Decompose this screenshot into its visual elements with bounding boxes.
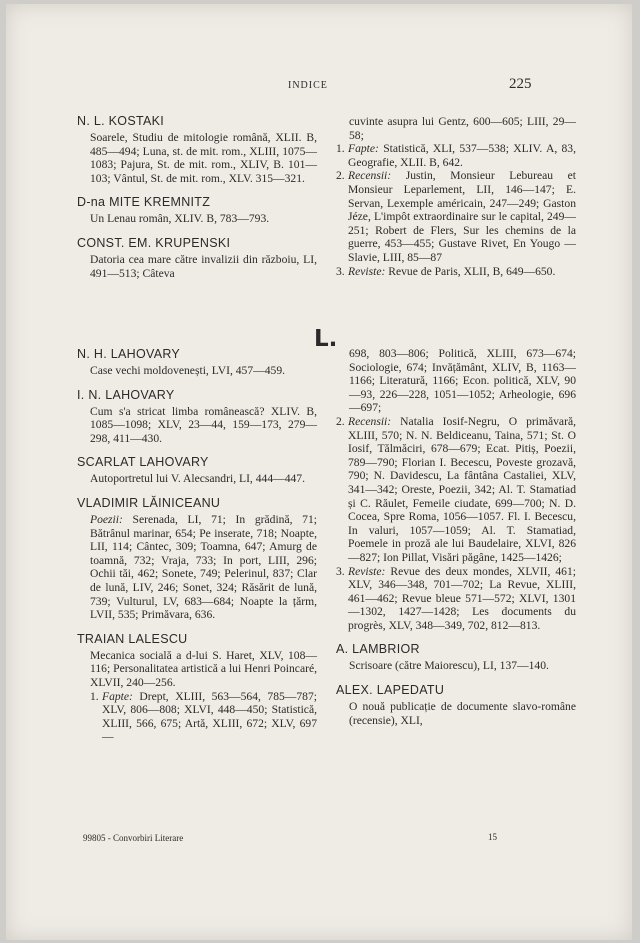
author-name: VLADIMIR LĂINICEANU <box>77 495 221 510</box>
index-entry <box>336 642 576 673</box>
author-name: N. L. KOSTAKI <box>77 114 165 128</box>
item-body: Serenada, LI, 71; In grădină, 71; Bătrânul marinar, 654; Pe inserate, 718; Noapte, LII, 114; Cântec, 309; Toamna, 647; Amurg de toamnă, 732; Vraja, 733; In port, LIII, 296; Ochii tăi, 462; Sonete, 749; Pelerinul, 837; Clar de lună, LIV, 246; Sonet, 324; Răsărit de lună, 739; Vulturul, LV, 683—684; Noapte la țărm, LVII, 535; Primăvara, 636. <box>90 512 317 622</box>
item-text <box>102 690 317 744</box>
index-entry <box>77 236 317 280</box>
continued-text: 698, 803—806; Politică, XLIII, 673—674; Sociologie, 674; Invățământ, XLIV, B, 1163—1166; Literatură, 1166; Econ. politică, XLV, 90—93, 226—228, 1051—1052; Arheologie, 696—697; <box>349 347 576 415</box>
item-label: Reviste: <box>348 264 386 278</box>
author-name: SCARLAT LAHOVARY <box>77 455 209 470</box>
index-entry <box>77 388 317 446</box>
entry-text: Datoria cea mare către invalizii din războiu, LI, 491—513; Câteva <box>90 252 317 280</box>
index-entry <box>77 347 317 378</box>
item-label: Recensii: <box>348 414 392 428</box>
continued-text: cuvinte asupra lui Gentz, 600—605; LIII, 29—58; <box>349 115 576 142</box>
index-entry <box>77 455 317 486</box>
left-column-lower <box>77 347 317 754</box>
footer-signature-number: 15 <box>488 832 497 842</box>
numbered-item <box>336 565 576 633</box>
index-entry <box>77 114 317 185</box>
entry-text: O nouă publicație de documente slavo-române (recensie), XLI, <box>349 700 576 727</box>
author-name: ALEX. LAPEDATU <box>336 683 445 698</box>
numbered-item <box>336 265 576 279</box>
item-text <box>348 415 576 565</box>
index-entry <box>77 195 317 226</box>
item-body: Drept, XLIII, 563—564, 785—787; XLV, 806—808; XLVI, 448—450; Statistică, XLIII, 566, 675; Artă, XLIII, 672; XLV, 697— <box>102 689 317 744</box>
item-body: Revue de Paris, XLII, B, 649—650. <box>388 264 556 278</box>
item-number: 2. <box>336 414 345 428</box>
author-name: N. H. LAHOVARY <box>77 347 181 361</box>
item-text <box>348 565 576 633</box>
author-name: CONST. EM. KRUPENSKI <box>77 235 231 250</box>
entry-text: Scrisoare (către Maiorescu), LI, 137—140. <box>349 659 549 673</box>
index-page <box>6 4 632 940</box>
left-column-upper <box>77 114 317 290</box>
item-text <box>348 142 576 169</box>
numbered-item <box>336 142 576 169</box>
item-number: 3. <box>336 264 345 278</box>
entry-text: Un Lenau român, XLIV. B, 783—793. <box>90 212 270 226</box>
item-body: Statistică, XLI, 537—538; XLIV. A, 83, Geografie, XLII. B, 642. <box>348 142 576 169</box>
item-label: Fapte: <box>102 689 133 703</box>
entry-text: Case vechi moldovenești, LVI, 457—459. <box>90 364 286 377</box>
item-label: Poezii: <box>90 512 123 526</box>
numbered-item <box>336 169 576 264</box>
index-entry <box>77 496 317 622</box>
numbered-item <box>336 415 576 565</box>
item-text <box>348 169 576 264</box>
footer-printer-mark: 99805 - Convorbiri Literare <box>83 833 184 843</box>
author-name: D-na MITE KREMNITZ <box>77 195 211 210</box>
item-number: 3. <box>336 564 345 578</box>
index-entry <box>77 632 317 744</box>
entry-text: Cum s'a stricat limba românească? XLIV. B, 1085—1098; XLV, 23—44, 159—173, 279—298, 411—430. <box>90 404 317 445</box>
right-column-upper <box>336 115 576 278</box>
item-number: 1. <box>336 142 345 156</box>
index-entry <box>336 683 576 727</box>
author-name: I. N. LAHOVARY <box>77 387 175 402</box>
item-text <box>348 265 576 279</box>
author-name: A. LAMBRIOR <box>336 642 420 657</box>
item-body: Revue des deux mondes, XLVII, 461; XLV, 346—348, 701—702; La Revue, XLIII, 461—462; Revue bleue 571—572; XLVI, 1301—1302, 1427—1428; Les documents du progrès, XLV, 348—349, 702, 812—813. <box>348 564 576 632</box>
item-body: Justin, Monsieur Lebureau et Monsieur Leparlement, LII, 146—147; E. Servan, Lexemple américain, 247—249; Gaston Jéze, L'impôt extraordinaire sur le capital, 249—251; Robert de Flers, Sur les chemins de la guerre, 453—455; Gustave Rivet, En Yougo — Slavie, LIII, 85—87 <box>348 169 576 264</box>
numbered-item <box>77 690 317 744</box>
item-body: Natalia Iosif-Negru, O primăvară, XLIII, 570; N. N. Beldiceanu, Taina, 571; St. O Iosif, Tălmăciri, 678—679; Ecat. Pitiș, Poezii, 789—790; Florian I. Becescu, Poveste grozavă, 790; N. Davidescu, La fântâna Castaliei, XLV, 341—342; Oreste, Poezii, 342; Al. T. Stamatiad și C. Răulet, Femeile ciudate, 699—700; N. D. Cocea, Spre Roma, 1056—1057. Fl. I. Becescu, In valuri, 1057—1059; Al. T. Stamatiad, Poemele in proză ale lui Baudelaire, XLVI, 826—827; Ion Pillat, Visări păgâne, 1425—1426; <box>348 414 576 564</box>
entry-text: Soarele, Studiu de mitologie română, XLII. B, 485—494; Luna, st. de mit. rom., XLIII, 1075—1083; Pajura, St. de mit. rom., XLIV, B. 101—103; Vântul, St. de mit. rom., XLV. 315—321. <box>90 131 317 185</box>
right-column-lower <box>336 347 576 737</box>
section-letter: L. <box>314 326 338 352</box>
entry-text: Autoportretul lui V. Alecsandri, LI, 444—447. <box>90 472 305 486</box>
entry-text: Mecanica socială a d-lui S. Haret, XLV, 108—116; Personalitatea artistică a lui Henri Poincaré, XLVII, 240—256. <box>90 648 317 689</box>
item-number: 1. <box>90 689 99 703</box>
running-header-title: INDICE <box>288 80 328 91</box>
author-name: TRAIAN LALESCU <box>77 631 188 646</box>
item-label: Fapte: <box>348 142 379 156</box>
item-label: Reviste: <box>348 564 386 578</box>
item-label: Recensii: <box>348 169 392 183</box>
item-number: 2. <box>336 169 345 183</box>
entry-text <box>77 513 317 622</box>
page-number: 225 <box>509 76 532 92</box>
